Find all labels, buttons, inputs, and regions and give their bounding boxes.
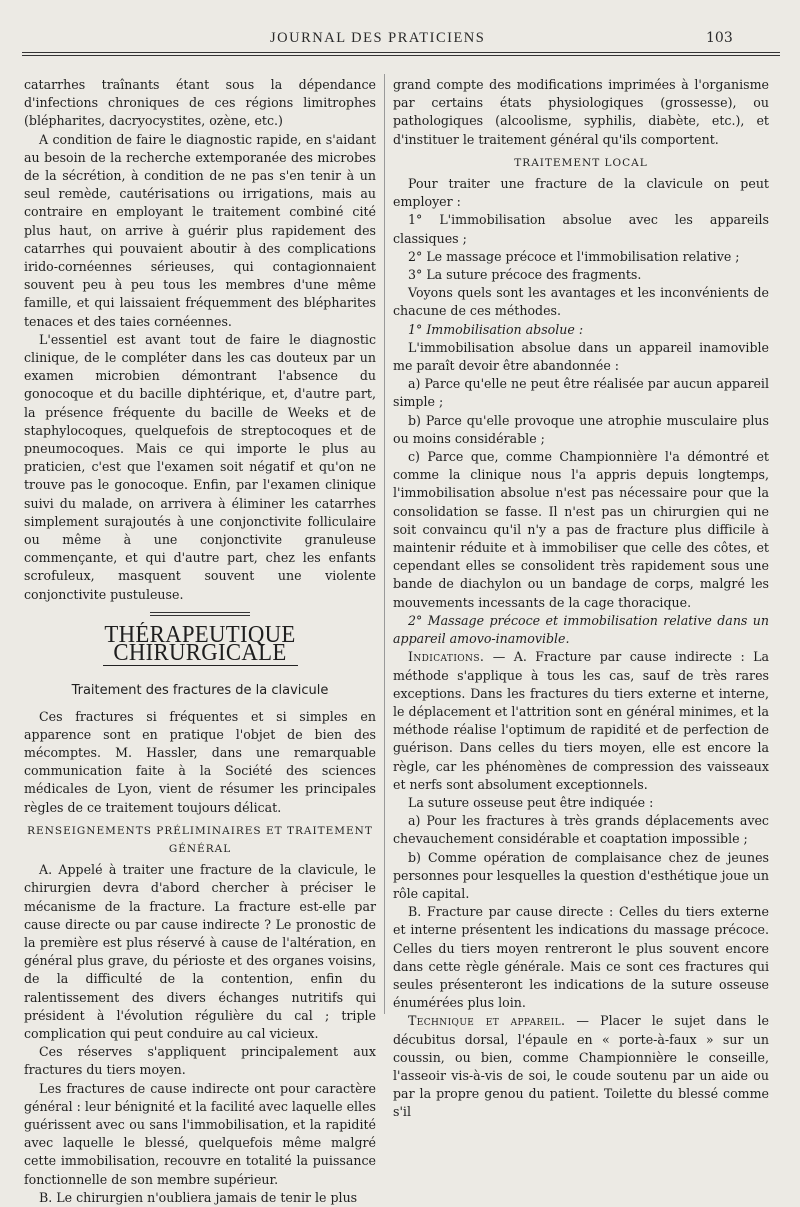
paragraph (393, 1012, 769, 1121)
paragraph: Voyons quels sont les avantages et les inconvénients de chacune de ces méthodes. (393, 285, 769, 319)
paragraph: Pour traiter une fracture de la clavicule on peut employer : (393, 176, 769, 210)
list-item: 1° L'immobilisation absolue avec les appareils classiques ; (393, 212, 769, 246)
right-column (393, 76, 769, 1122)
paragraph: L'essentiel est avant tout de faire le diagnostic clinique, de le compléter dans les cas douteux par un examen microbien démontrant l'absence du gonocoque et du bacille diphtérique, et, d'autre part, la présence fréquente du bacille de Weeks et de staphylocoques, quelquefois de streptocoques et de pneumocoques. Mais ce qui importe le plus au praticien, c'est que l'examen soit négatif et qu'on ne trouve pas le gonocoque. Enfin, par l'examen clinique suivi du malade, on arrivera à éliminer les catarrhes simplement surajoutés à une conjonctivite folliculaire ou même à une conjonctivite granuleuse commençante, et qui d'autre part, chez les enfants scrofuleux, masquent souvent une violente conjonctivite pustuleuse. (24, 331, 376, 602)
list-item: 3° La suture précoce des fragments. (408, 267, 642, 283)
list-item: 2° Le massage précoce et l'immobilisation relative ; (408, 248, 740, 264)
paragraph: Ces réserves s'appliquent principalement aux fractures du tiers moyen. (24, 1044, 376, 1078)
article-title: Traitement des fractures de la clavicule (71, 683, 329, 699)
paragraph: La suture osseuse peut être indiquée : (408, 794, 654, 810)
list-item: a) Pour les fractures à très grands déplacements avec chevauchement considérable et coaptation impossible ; (393, 813, 769, 847)
paragraph: L'immobilisation absolue dans un appareil inamovible me paraît devoir être abandonnée : (393, 339, 769, 374)
paragraph: A. Appelé à traiter une fracture de la clavicule, le chirurgien devra d'abord chercher à préciser le mécanisme de la fracture. La fracture est-elle par cause directe ou par cause indirecte ? Le pronostic de la première est plus réservé à cause de l'altération, en général plus grave, du périoste et des organes voisins, de la difficulté de la contention, enfin du ralentissement des divers échanges nutritifs qui président à l'évolution régulière du cal ; triple complication qui peut conduire au cal vicieux. (24, 862, 376, 1041)
paragraph: A condition de faire le diagnostic rapide, en s'aidant au besoin de la recherche extemporanée des microbes de la sécrétion, à condition de ne pas s'en tenir à un seul remède, cautérisations ou irrigations, mais au contraire en employant le traitement combiné cité plus haut, on arrive à guérir plus rapidement des catarrhes qui pouvaient aboutir à des complications irido-cornéennes sérieuses, qui contagionnaient souvent peu à peu tous les membres d'une même famille, et qui laissaient fréquemment des blépharites tenaces et des taies cornéennes. (24, 131, 376, 329)
list-item: b) Comme opération de complaisance chez de jeunes personnes pour lesquelles la question d'esthétique joue un rôle capital. (393, 849, 769, 901)
column-divider (384, 74, 385, 1014)
paragraph: Ces fractures si fréquentes et si simples en apparence sont en pratique l'objet de bien des mécomptes. M. Hassler, dans une remarquable communication faite à la Société des sciences médicales de Lyon, vient de résumer les principales règles de ce traitement toujours délicat. (24, 708, 376, 815)
list-item: c) Parce que, comme Championnière l'a démontré et comme la clinique nous l'a appris depuis longtemps, l'immobilisation absolue n'est pas nécessaire pour que la consolidation se fasse. Il n'est pas un chirurgien qui ne soit convaincu qu'il n'y a pas de fracture plus difficile à maintenir réduite et à immobiliser que celle des côtes, et cependant elles se consolident très rapidement sous une bande de diachylon ou un bandage de corps, malgré les mouvements incessants de la cage thoracique. (393, 449, 769, 610)
paragraph (393, 648, 769, 794)
left-column (24, 76, 376, 1207)
header-rule (22, 52, 780, 56)
list-item: b) Parce qu'elle provoque une atrophie musculaire plus ou moins considérable ; (393, 412, 769, 446)
list-item: a) Parce qu'elle ne peut être réalisée par aucun appareil simple ; (393, 376, 769, 410)
paragraph: grand compte des modifications imprimées à l'organisme par certains états physiologiques (grossesse), ou pathologiques (alcoolisme, syphilis, diabète, etc.), et d'instituer le traitement général qu'ils comportent. (393, 77, 769, 147)
paragraph-text: — A. Fracture par cause indirecte : La méthode s'applique à tous les cas, sauf de très rares exceptions. Dans les fractures du tiers externe et interne, le déplacement et l'attrition sont en général minimes, et la méthode réalise l'optimum de rapidité et de perfection de guérison. Dans celles du tiers moyen, elle est encore la règle, car les phénomènes de compression des vaisseaux et nerfs sont absolument exceptionnels. (393, 649, 769, 792)
paragraph: B. Le chirurgien n'oubliera jamais de tenir le plus (39, 1189, 358, 1205)
subheading: 2° Massage précoce et immobilisation relative dans un appareil amovo-inamovible. (393, 612, 769, 647)
paragraph: catarrhes traînants étant sous la dépendance d'infections chroniques de ces régions limitrophes (blépharites, dacryocystites, ozène, etc.) (24, 77, 376, 129)
section-divider (150, 612, 250, 616)
run-in-heading: Indications. (408, 649, 485, 665)
section-heading: RENSEIGNEMENTS PRÉLIMINAIRES ET TRAITEMENT GÉNÉRAL (27, 824, 373, 855)
paragraph: B. Fracture par cause directe : Celles du tiers externe et interne présentent les indications du massage précoce. Celles du tiers moyen rentreront le plus souvent encore dans cette règle générale. Mais ce sont ces fractures qui seules présenteront les indications de la suture osseuse énumérées plus loin. (393, 904, 769, 1011)
section-heading: TRAITEMENT LOCAL (514, 156, 648, 169)
paragraph-text: — Placer le sujet dans le décubitus dorsal, l'épaule en « porte-à-faux » sur un coussin, ou bien, comme Championnière le conseille, l'asseoir vis-à-vis de soi, le coude soutenu par un aide ou par la propre genou du patient. Toilette du blessé comme s'il (393, 1013, 770, 1120)
paragraph: Les fractures de cause indirecte ont pour caractère général : leur bénignité et la facilité avec laquelle elles guérissent avec ou sans l'immobilisation, et la rapidité avec laquelle le blessé, quelquefois même malgré cette immobilisation, recouvre en totalité la puissance fonctionnelle de son membre supérieur. (24, 1080, 376, 1187)
subheading: 1° Immobilisation absolue : (408, 321, 584, 337)
page-number: 103 (706, 30, 733, 46)
chapter-title: THÉRAPEUTIQUE CHIRURGICALE (104, 621, 296, 667)
running-header-title: JOURNAL DES PRATICIENS (270, 30, 486, 46)
run-in-heading: Technique et appareil. (408, 1013, 566, 1029)
